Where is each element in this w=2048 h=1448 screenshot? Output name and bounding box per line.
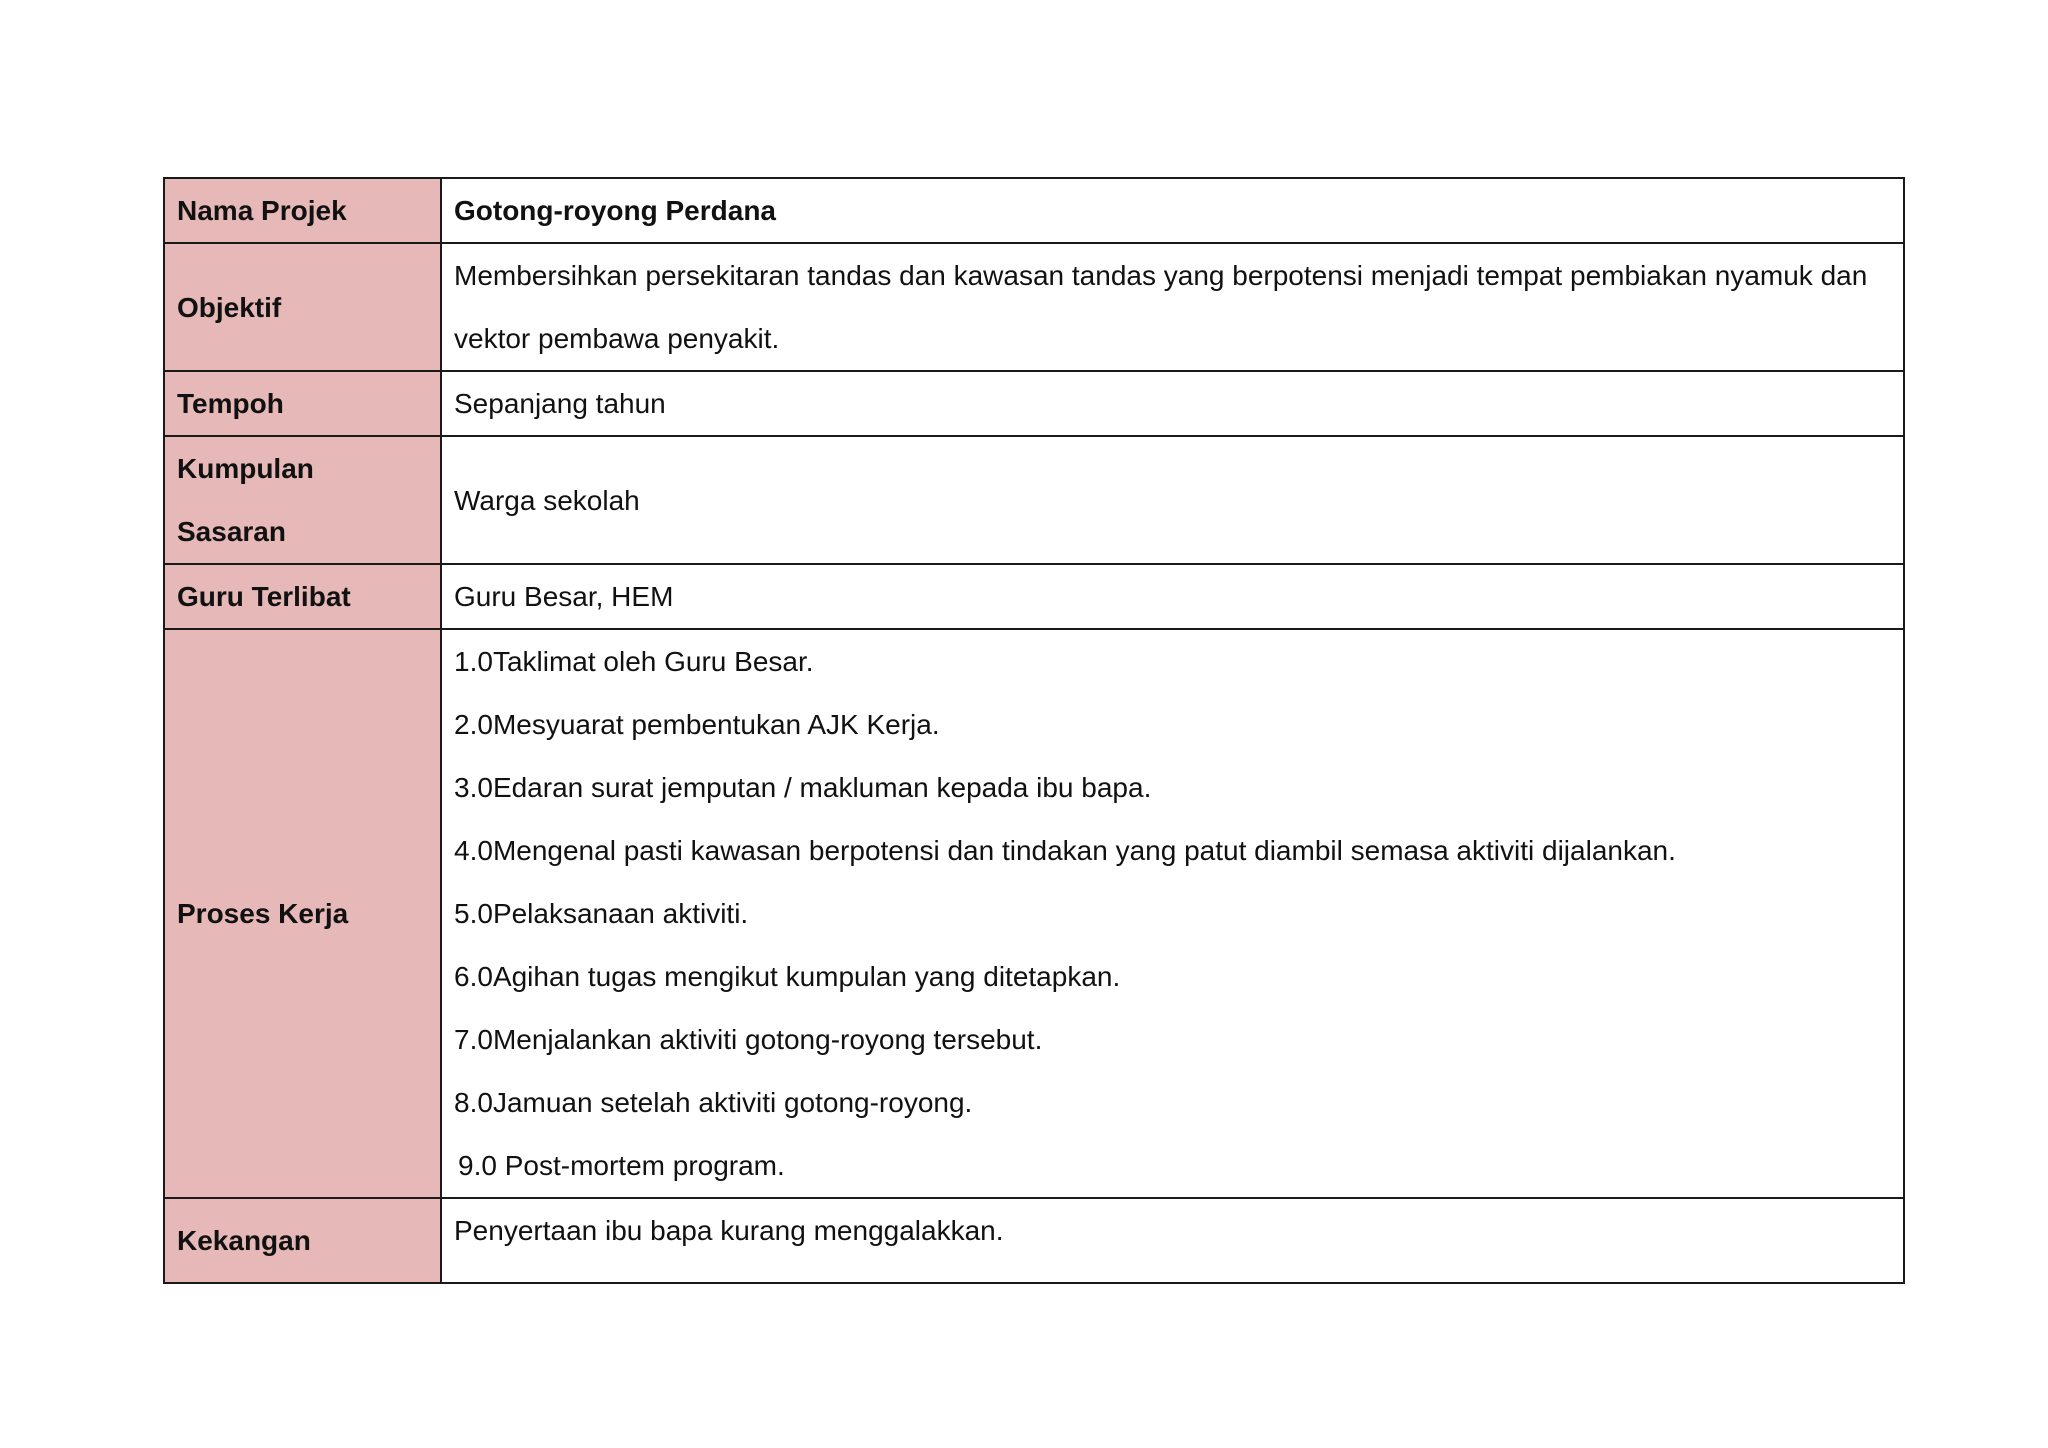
step-text: Mengenal pasti kawasan berpotensi dan tindakan yang patut diambil semasa aktiviti dijalankan. (492, 835, 1676, 866)
step-text: Agihan tugas mengikut kumpulan yang ditetapkan. (492, 961, 1121, 992)
value-guru-terlibat: Guru Besar, HEM (441, 564, 1904, 629)
step-number: 5.0 (454, 898, 493, 929)
label-nama-projek: Nama Projek (164, 178, 441, 243)
step-text: Menjalankan aktiviti gotong-royong tersebut. (492, 1024, 1043, 1055)
table-row (164, 1198, 1904, 1283)
table-row (164, 243, 1904, 371)
label-kekangan: Kekangan (164, 1198, 441, 1283)
label-guru-terlibat: Guru Terlibat (164, 564, 441, 629)
step-number: 4.0 (454, 835, 493, 866)
step-item (454, 1008, 1891, 1071)
label-kumpulan-sasaran (164, 436, 441, 564)
step-number: 8.0 (454, 1087, 493, 1118)
label-proses-kerja: Proses Kerja (164, 629, 441, 1198)
step-text: Edaran surat jemputan / makluman kepada ibu bapa. (492, 772, 1152, 803)
label-objektif: Objektif (164, 243, 441, 371)
step-number: 2.0 (454, 709, 493, 740)
value-proses-kerja (441, 629, 1904, 1198)
step-item (454, 1134, 1891, 1197)
value-nama-projek: Gotong-royong Perdana (441, 178, 1904, 243)
step-number: 7.0 (454, 1024, 493, 1055)
value-kumpulan-sasaran: Warga sekolah (441, 436, 1904, 564)
step-item (454, 693, 1891, 756)
label-line: Sasaran (177, 516, 286, 547)
step-text: Mesyuarat pembentukan AJK Kerja. (492, 709, 940, 740)
step-text: Pelaksanaan aktiviti. (492, 898, 749, 929)
step-number: 6.0 (454, 961, 493, 992)
step-number: 1.0 (454, 646, 493, 677)
value-objektif: Membersihkan persekitaran tandas dan kawasan tandas yang berpotensi menjadi tempat pembiakan nyamuk dan vektor pembawa penyakit. (441, 243, 1904, 371)
step-text: Jamuan setelah aktiviti gotong-royong. (492, 1087, 973, 1118)
step-item (454, 882, 1891, 945)
step-item (454, 630, 1891, 693)
table-row (164, 564, 1904, 629)
step-text: Post-mortem program. (504, 1150, 785, 1181)
value-kekangan: Penyertaan ibu bapa kurang menggalakkan. (441, 1198, 1904, 1283)
table-row (164, 178, 1904, 243)
step-number: 9.0 (458, 1150, 497, 1181)
project-table (163, 177, 1905, 1284)
label-line: Kumpulan (177, 453, 314, 484)
table-row (164, 371, 1904, 436)
step-item (454, 1071, 1891, 1134)
step-item (454, 945, 1891, 1008)
value-tempoh: Sepanjang tahun (441, 371, 1904, 436)
label-tempoh: Tempoh (164, 371, 441, 436)
table-row (164, 629, 1904, 1198)
table-row (164, 436, 1904, 564)
step-item (454, 819, 1891, 882)
step-number: 3.0 (454, 772, 493, 803)
step-item (454, 756, 1891, 819)
step-text: Taklimat oleh Guru Besar. (492, 646, 814, 677)
